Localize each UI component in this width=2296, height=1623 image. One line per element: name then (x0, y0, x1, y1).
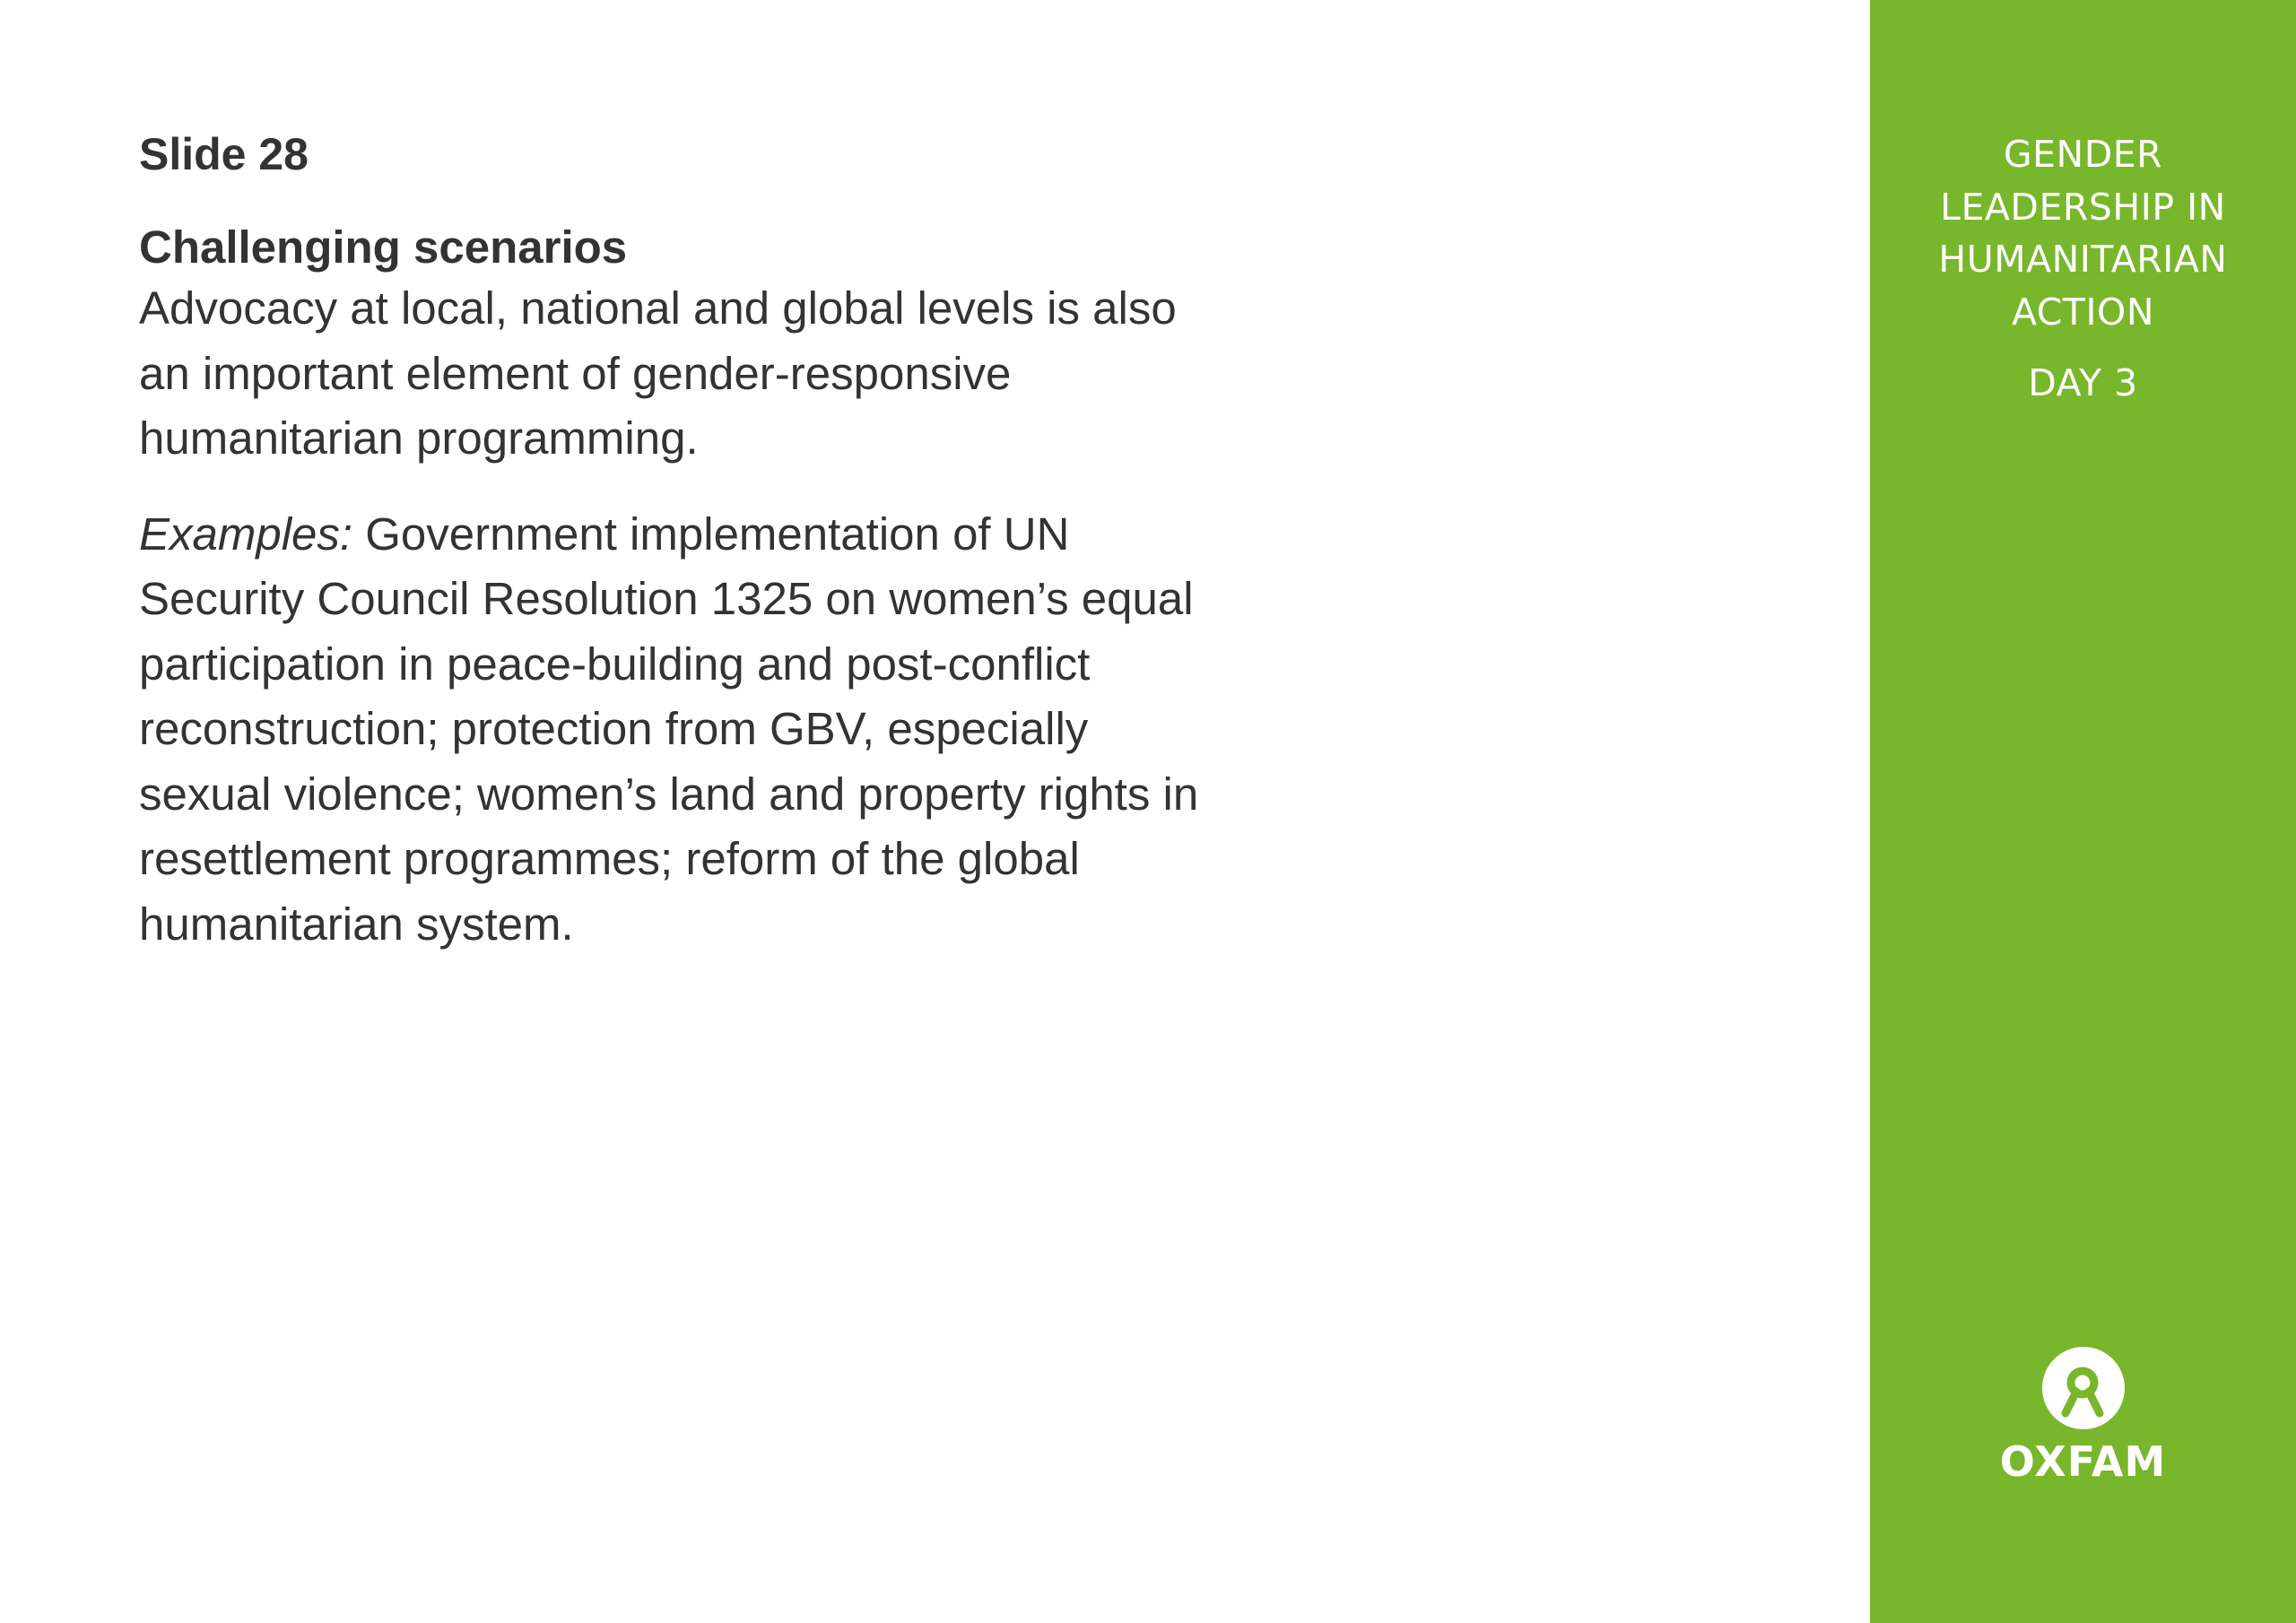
oxfam-wordmark: OXFAM (1999, 1437, 2167, 1486)
sidebar-panel (1870, 0, 2296, 1623)
course-title: GENDER LEADERSHIP IN HUMANITARIAN ACTION (1938, 133, 2228, 334)
intro-paragraph: Advocacy at local, national and global levels is also an important element of gender-responsive humanitarian programming. (139, 282, 1177, 464)
oxfam-logo-icon (2040, 1345, 2126, 1431)
slide-number: Slide 28 (139, 129, 309, 179)
examples-text: Government implementation of UN Security Council Resolution 1325 on women’s equal participation in peace-building and post-conflict reconstruction; protection from GBV, especially sexual violence; women’s land and property rights in resettlement programmes; reform of the global humanitarian system. (139, 508, 1199, 950)
oxfam-logo (1870, 1345, 2296, 1487)
examples-paragraph (139, 502, 1305, 958)
course-day: DAY 3 (2028, 361, 2138, 404)
slide-content (139, 126, 1305, 957)
slide-heading: Challenging scenarios (139, 221, 628, 273)
examples-label: Examples: (139, 508, 353, 560)
